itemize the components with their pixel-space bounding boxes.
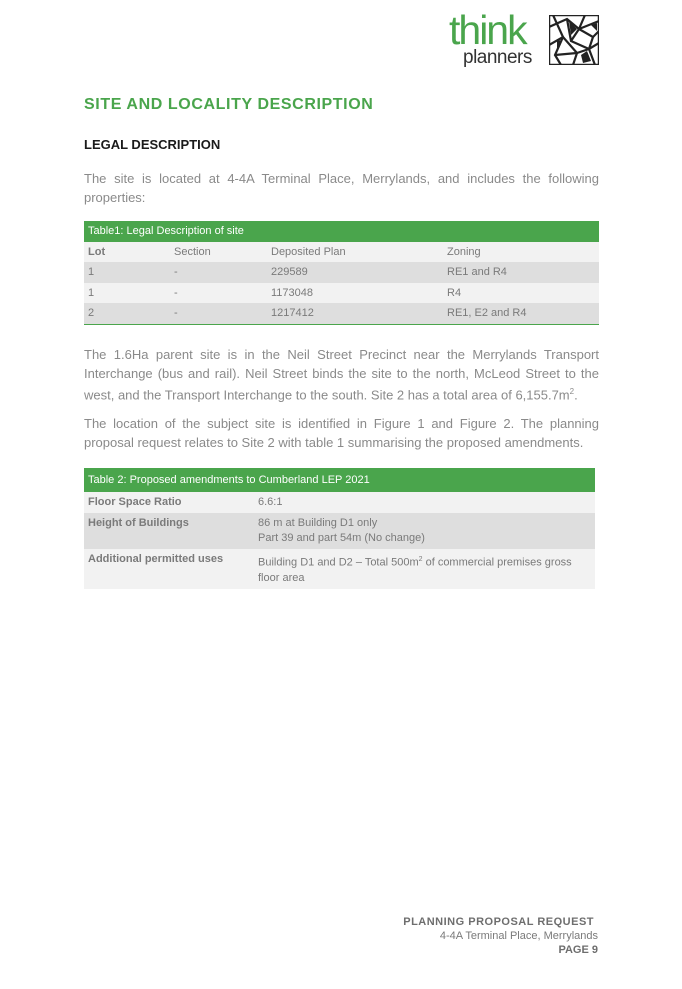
row-label: Height of Buildings [84, 513, 254, 549]
cell-lot: 1 [84, 262, 170, 283]
cell-lot: 2 [84, 303, 170, 324]
cell-deposited-plan: 1217412 [267, 303, 443, 324]
footer-title: PLANNING PROPOSAL REQUEST [403, 916, 594, 928]
table2-caption: Table 2: Proposed amendments to Cumberland LEP 2021 [84, 468, 595, 492]
cell-zoning: RE1 and R4 [443, 262, 599, 283]
subsection-heading: LEGAL DESCRIPTION [84, 137, 221, 152]
table-row [84, 283, 599, 304]
cell-deposited-plan: 1173048 [267, 283, 443, 304]
section-heading: SITE AND LOCALITY DESCRIPTION [84, 96, 374, 113]
column-header-zoning: Zoning [443, 242, 599, 263]
table-row [84, 549, 595, 589]
column-header-lot: Lot [84, 242, 170, 263]
cell-deposited-plan: 229589 [267, 262, 443, 283]
column-header-deposited-plan: Deposited Plan [267, 242, 443, 263]
table1-caption: Table1: Legal Description of site [84, 221, 599, 242]
legal-description-table [84, 221, 599, 325]
page-number: PAGE 9 [558, 944, 598, 956]
value-line: 86 m at Building D1 only [258, 517, 378, 529]
superscript: 2 [569, 387, 575, 396]
site-description-text: The 1.6Ha parent site is in the Neil Street Precinct near the Merrylands Transport Interchange (bus and rail). Neil Street binds the site to the north, McLeod Street to the west, and the Transport Interchange to the south. Site 2 has a total area of 6,155.7m [84, 347, 599, 403]
table-row [84, 492, 595, 513]
row-label: Floor Space Ratio [84, 492, 254, 513]
sentence-end: . [574, 387, 578, 403]
table-row [84, 513, 595, 549]
logo-planners-text: planners [463, 47, 532, 68]
value-text: of commercial premises gross floor area [258, 556, 572, 584]
intro-paragraph: The site is located at 4-4A Terminal Place, Merrylands, and includes the following properties: [84, 171, 599, 205]
table-row [84, 303, 599, 324]
cell-section: - [170, 283, 267, 304]
footer-address: 4-4A Terminal Place, Merrylands [439, 930, 598, 942]
row-value: 6.6:1 [254, 492, 595, 513]
column-header-section: Section [170, 242, 267, 263]
page-footer [403, 915, 598, 957]
logo [449, 7, 601, 70]
value-line: Part 39 and part 54m (No change) [258, 532, 425, 544]
cell-zoning: RE1, E2 and R4 [443, 303, 599, 324]
cell-lot: 1 [84, 283, 170, 304]
cell-zoning: R4 [443, 283, 599, 304]
row-label: Additional permitted uses [84, 549, 254, 589]
site-description-paragraph [84, 346, 599, 405]
row-value [254, 549, 595, 589]
logo-think-text: think [449, 7, 526, 53]
superscript: 2 [418, 556, 423, 563]
table-row [84, 262, 599, 283]
proposed-amendments-table [84, 468, 595, 589]
logo-map-icon [549, 15, 599, 65]
cell-section: - [170, 262, 267, 283]
value-text: Building D1 and D2 – Total 500m [258, 556, 419, 569]
row-value [254, 513, 595, 549]
location-paragraph: The location of the subject site is identified in Figure 1 and Figure 2. The planning proposal request relates to Site 2 with table 1 summarising the proposed amendments. [84, 416, 599, 450]
cell-section: - [170, 303, 267, 324]
table-header-row [84, 242, 599, 263]
